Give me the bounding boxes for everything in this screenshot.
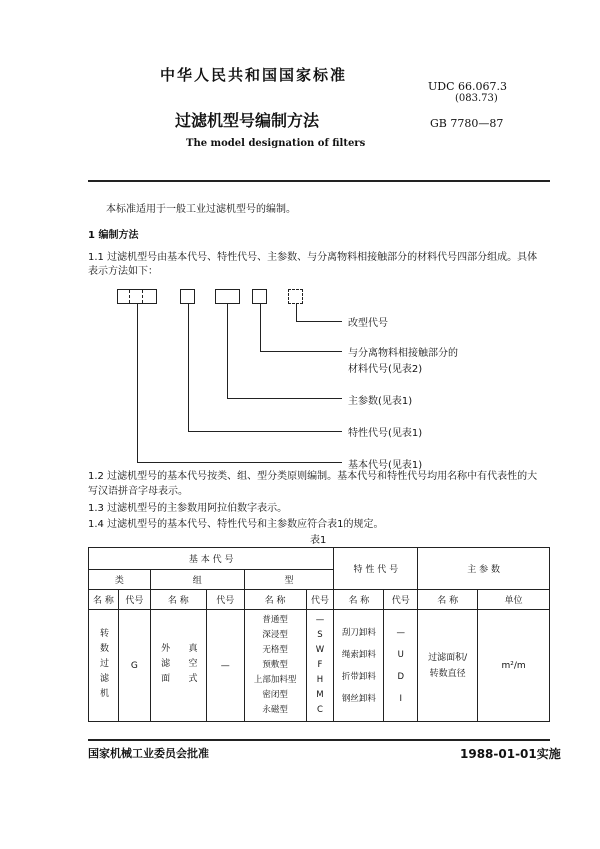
document-title: 过滤机型号编制方法: [175, 111, 320, 130]
feature-name: 折带卸料: [341, 671, 376, 682]
feature-code: I: [399, 693, 403, 704]
col-group-name: 名 称: [150, 590, 206, 610]
label-basic: 基本代号(见表1): [348, 460, 423, 471]
header-group: 组: [150, 570, 244, 590]
type-code: M: [316, 690, 324, 700]
param-name-2: 转数直径: [429, 668, 466, 679]
type-name: 预敷型: [262, 660, 288, 670]
feature-code: D: [397, 671, 405, 682]
header-main-param: 主 参 数: [418, 548, 550, 590]
type-code: C: [317, 705, 323, 715]
label-material-1: 与分离物料相接触部分的: [348, 348, 458, 359]
scope-text: 本标准适用于一般工业过滤机型号的编制。: [106, 204, 296, 215]
group-name-2: 真空式: [178, 610, 206, 722]
label-feature: 特性代号(见表1): [348, 428, 423, 439]
feature-code: —: [396, 627, 406, 638]
col-feature-code: 代号: [384, 590, 418, 610]
type-name: 密闭型: [262, 690, 288, 700]
group-name-1: 外滤面: [150, 610, 178, 722]
param-box: [215, 289, 240, 304]
english-title: The model designation of filters: [186, 138, 366, 149]
type-name: 普通型: [262, 615, 288, 625]
col-param-unit: 单位: [478, 590, 550, 610]
col-class-code: 代号: [118, 590, 150, 610]
feature-name: 钢丝卸料: [341, 693, 376, 704]
class-name-cell: 转数过滤机: [89, 610, 119, 722]
feature-code-box: [180, 289, 195, 304]
type-code: S: [317, 630, 323, 640]
header-rule: [88, 180, 550, 182]
basic-code-box: [117, 289, 157, 304]
standard-title: 中华人民共和国国家标准: [160, 66, 348, 84]
header-type: 型: [244, 570, 334, 590]
col-param-name: 名 称: [418, 590, 478, 610]
feature-name: 刮刀卸料: [341, 627, 376, 638]
type-code: —: [315, 615, 325, 625]
feature-code: U: [397, 649, 404, 660]
effective-date: 1988-01-01实施: [460, 747, 561, 761]
para-1-3: 1.3 过滤机型号的主参数用阿拉伯数字表示。: [88, 503, 288, 514]
col-group-code: 代号: [206, 590, 244, 610]
col-type-code: 代号: [306, 590, 334, 610]
header-basic-code: 基 本 代 号: [89, 548, 334, 570]
label-modification: 改型代号: [348, 318, 388, 329]
table-caption: 表1: [310, 535, 327, 546]
feature-name: 绳索卸料: [341, 649, 376, 660]
gb-number: GB 7780—87: [430, 117, 504, 130]
para-1-4: 1.4 过滤机型号的基本代号、特性代号和主参数应符合表1的规定。: [88, 519, 384, 530]
para-1-2-cont: 写汉语拼音字母表示。: [88, 486, 188, 497]
param-unit-cell: m²/m: [478, 610, 550, 722]
type-name: 无格型: [262, 645, 288, 655]
udc-sub-code: (083.73): [455, 93, 498, 104]
type-name: 深浸型: [262, 630, 288, 640]
group-code-cell: —: [206, 610, 244, 722]
para-1-2: 1.2 过滤机型号的基本代号按类、组、型分类原则编制。基本代号和特性代号均用名称中有代表性的大: [88, 471, 538, 482]
label-param: 主参数(见表1): [348, 396, 413, 407]
modification-code-box: [288, 289, 303, 304]
type-code: H: [316, 675, 324, 685]
header-feature-code: 特 性 代 号: [334, 548, 418, 590]
section-heading: 1 编制方法: [88, 230, 139, 241]
class-code-cell: G: [118, 610, 150, 722]
col-class-name: 名 称: [89, 590, 119, 610]
para-1-1-cont: 表示方法如下：: [88, 266, 158, 277]
label-material-2: 材料代号(见表2): [348, 364, 423, 375]
type-code: W: [315, 645, 325, 655]
para-1-1: 1.1 过滤机型号由基本代号、特性代号、主参数、与分离物料相接触部分的材料代号四部分组成。具体: [88, 252, 538, 263]
material-code-box: [252, 289, 267, 304]
type-code: F: [317, 660, 323, 670]
footer-rule: [88, 739, 550, 741]
approval-authority: 国家机械工业委员会批准: [88, 747, 209, 760]
param-name-1: 过滤面积/: [428, 652, 468, 663]
type-name: 永磁型: [262, 705, 288, 715]
type-name: 上部加料型: [253, 675, 297, 685]
table-1: [88, 547, 550, 722]
col-feature-name: 名 称: [334, 590, 384, 610]
header-class: 类: [89, 570, 151, 590]
col-type-name: 名 称: [244, 590, 306, 610]
udc-code: UDC 66.067.3: [428, 80, 507, 93]
